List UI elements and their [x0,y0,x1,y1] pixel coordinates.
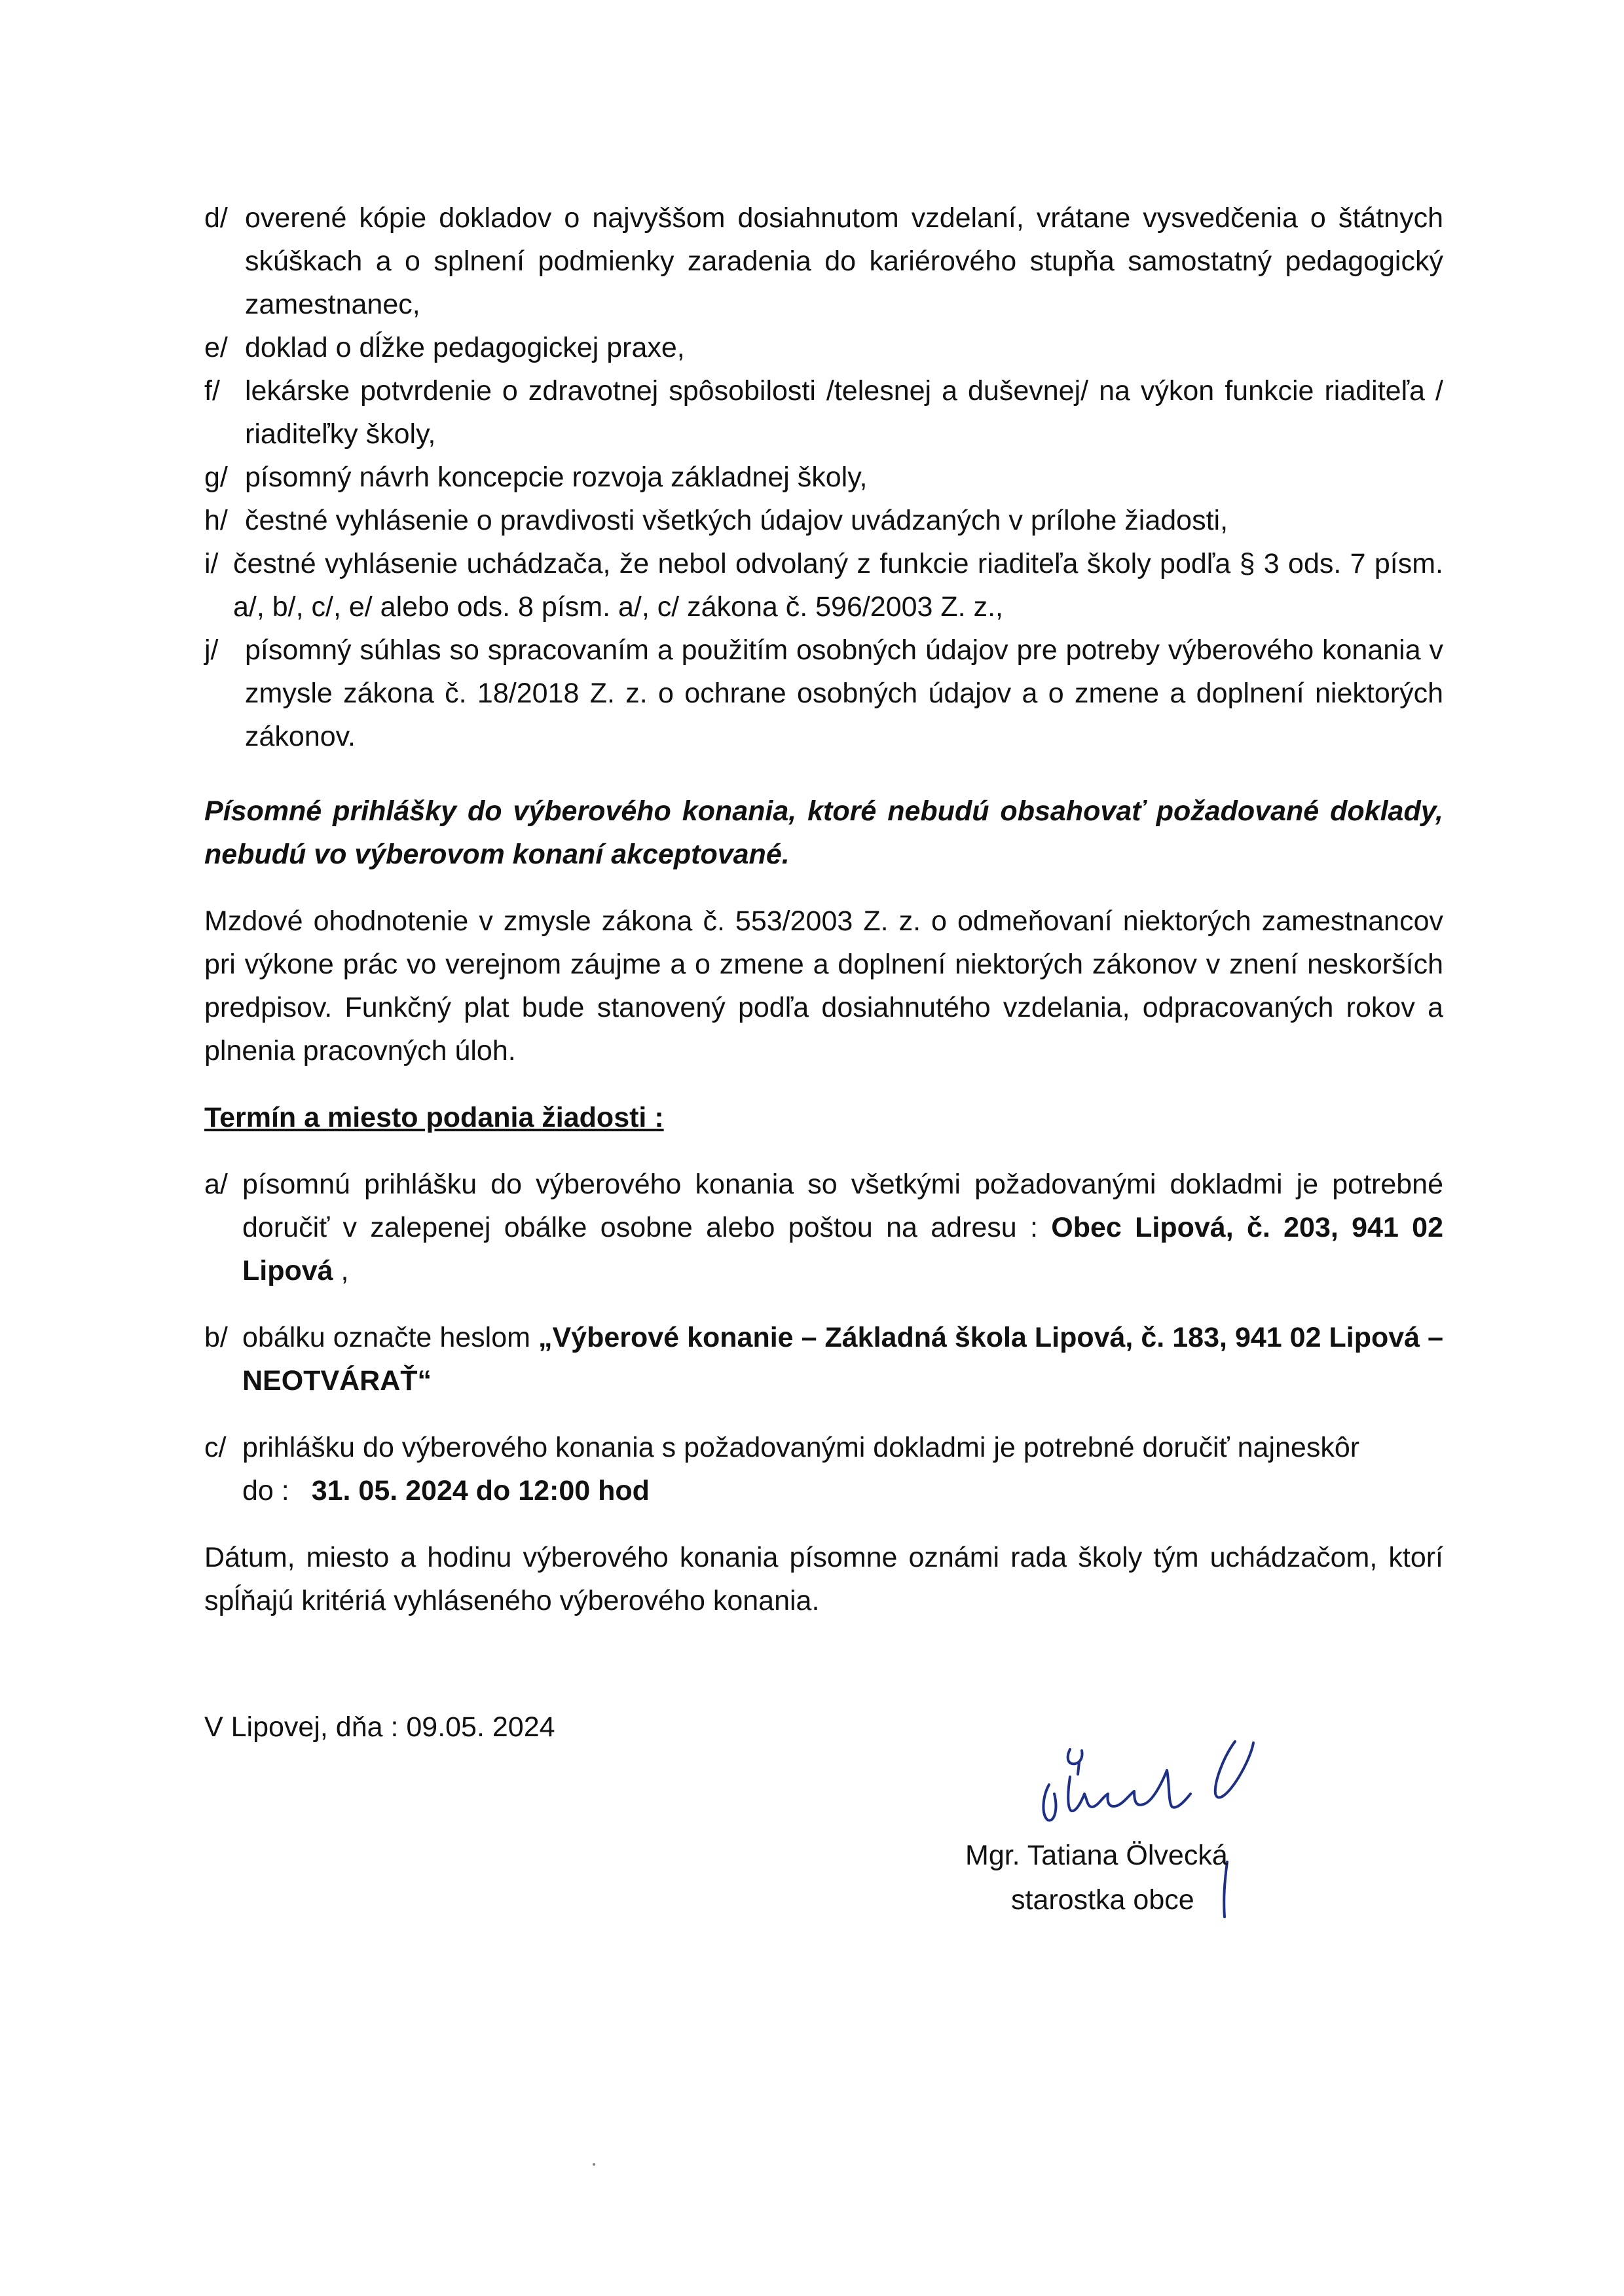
requirement-text: čestné vyhlásenie uchádzača, že nebol odvolaný z funkcie riaditeľa školy podľa § 3 ods. 7 písm. a/, b/, c/, e/ alebo ods. 8 písm. a/, c/ zákona č. 596/2003 Z. z., [233,548,1443,623]
requirement-text: overené kópie dokladov o najvyššom dosiahnutom vzdelaní, vrátane vysvedčenia o štátnych skúškach a o splnení podmienky zaradenia do kariérového stupňa samostatný pedagogický zamestnanec, [245,202,1443,320]
incomplete-application-warning: Písomné prihlášky do výberového konania, ktoré nebudú obsahovať požadované doklady, nebudú vo výberovom konaní akceptované. [204,795,1443,870]
requirement-mark: g/ [204,462,228,493]
submission-mark: b/ [204,1322,228,1353]
submission-a-tail: , [333,1255,349,1286]
submission-c-text: prihlášku do výberového konania s požadovanými dokladmi je potrebné doručiť najneskôr [242,1432,1360,1463]
requirement-text: písomný návrh koncepcie rozvoja základnej školy, [245,462,868,493]
requirement-i [204,542,1443,629]
requirement-h [204,499,1443,542]
requirement-mark: e/ [204,332,228,363]
submission-address: Obec Lipová, č. 203, 941 02 Lipová [242,1212,1444,1286]
requirement-mark: d/ [204,202,228,234]
requirement-mark: i/ [204,548,219,579]
submission-item-c [204,1426,1443,1512]
signature-block [965,1731,1306,1941]
place-and-date: V Lipovej, dňa : 09.05. 2024 [204,1711,555,1743]
requirement-g [204,456,1443,499]
signatory-role: starostka obce [1011,1884,1194,1916]
salary-paragraph: Mzdové ohodnotenie v zmysle zákona č. 553/2003 Z. z. o odmeňovaní niektorých zamestnancov pri výkone prác vo verejnom záujme a o zmene a doplnení niektorých zákonov v znení neskorších predpisov. Funkčný plat bude stanovený podľa dosiahnutého vzdelania, odpracovaných rokov a plnenia pracovných úloh. [204,905,1443,1066]
requirement-e [204,326,1443,369]
requirement-text: čestné vyhlásenie o pravdivosti všetkých údajov uvádzaných v prílohe žiadosti, [245,505,1228,536]
deadline-line [242,1469,1443,1512]
submission-b-text: obálku označte heslom [242,1322,530,1353]
deadline-date: 31. 05. 2024 do 12:00 hod [311,1475,650,1506]
submission-a-text: písomnú prihlášku do výberového konania so všetkými požadovanými dokladmi je potrebné doručiť v zalepenej obálke osobne alebo poštou na adresu : [242,1169,1443,1243]
submission-mark: c/ [204,1432,227,1463]
signatory-name: Mgr. Tatiana Ölvecká [965,1840,1228,1871]
submission-heading: Termín a miesto podania žiadosti : [204,1102,664,1133]
deadline-prefix: do : [242,1475,289,1506]
document-body [204,196,1443,1622]
requirement-mark: j/ [204,634,219,666]
envelope-label: „Výberové konanie – Základná škola Lipová, č. 183, 941 02 Lipová – NEOTVÁRAŤ“ [242,1322,1444,1396]
requirement-mark: f/ [204,375,220,407]
submission-item-a [204,1163,1443,1292]
requirement-mark: h/ [204,505,228,536]
interview-paragraph: Dátum, miesto a hodinu výberového konania písomne oznámi rada školy tým uchádzačom, ktorí spĺňajú kritériá vyhláseného výberového konania. [204,1542,1443,1616]
requirement-text: doklad o dĺžke pedagogickej praxe, [245,332,685,363]
submission-item-b [204,1316,1443,1402]
requirement-j [204,629,1443,758]
requirement-d [204,196,1443,326]
requirement-text: písomný súhlas so spracovaním a použitím osobných údajov pre potreby výberového konania v zmysle zákona č. 18/2018 Z. z. o ochrane osobných údajov a o zmene a doplnení niektorých zákonov. [245,634,1443,752]
submission-mark: a/ [204,1169,228,1200]
scan-speck [593,2163,595,2166]
requirement-f [204,369,1443,456]
requirement-text: lekárske potvrdenie o zdravotnej spôsobilosti /telesnej a duševnej/ na výkon funkcie riaditeľa / riaditeľky školy, [245,375,1443,450]
